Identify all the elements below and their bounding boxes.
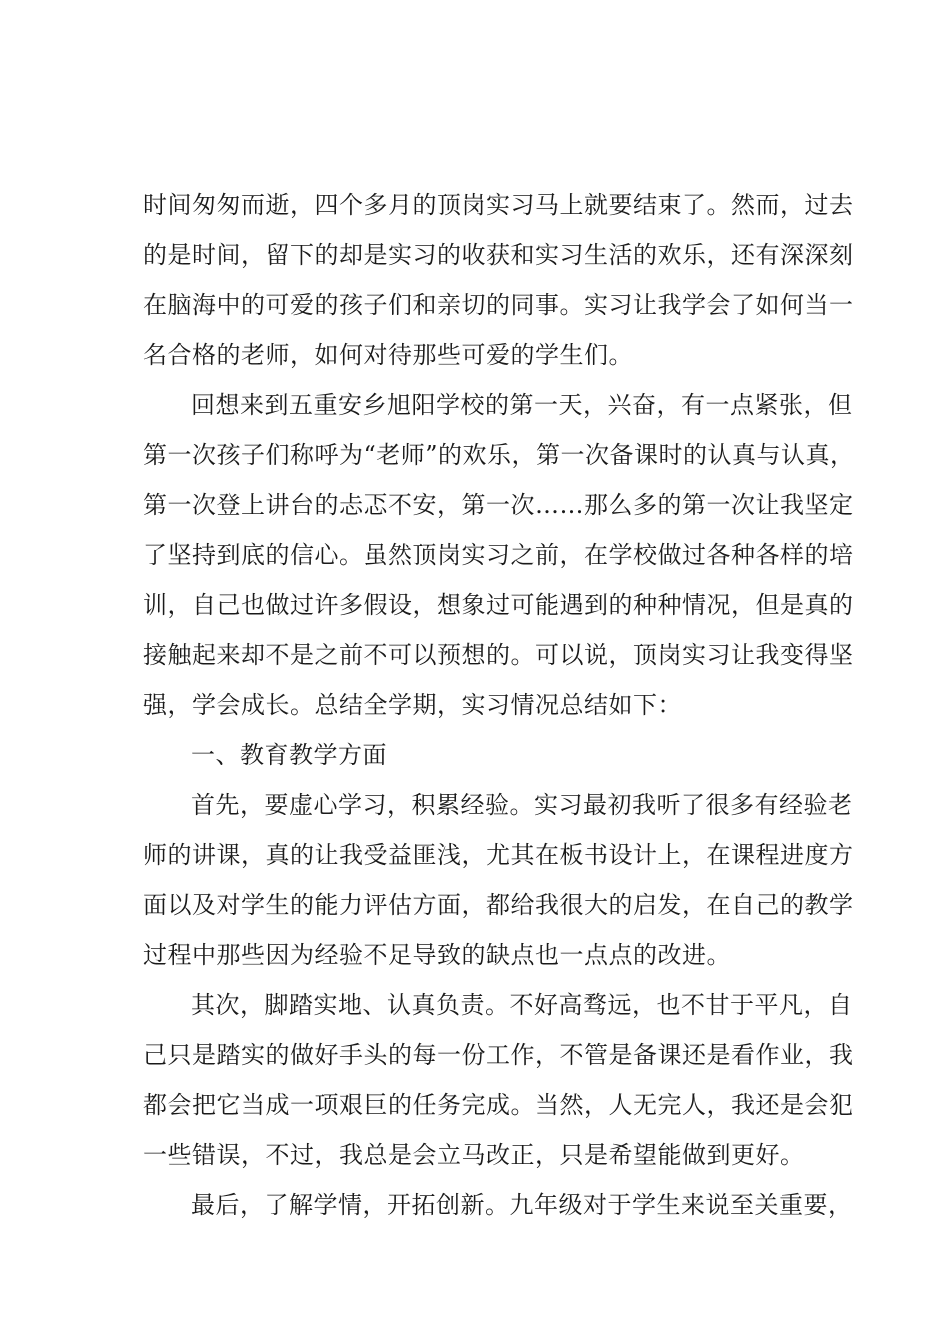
text-line: 最后，了解学情，开拓创新。九年级对于学生来说至关重要，	[191, 1191, 853, 1219]
text-line: 己只是踏实的做好手头的每一份工作，不管是备课还是看作业，我	[143, 1041, 854, 1069]
document-body	[143, 180, 855, 1230]
text-line: 回想来到五重安乡旭阳学校的第一天，兴奋，有一点紧张，但	[191, 391, 853, 419]
text-line: 强，学会成长。总结全学期，实习情况总结如下：	[143, 691, 682, 719]
text-line: 面以及对学生的能力评估方面，都给我很大的启发，在自己的教学	[143, 891, 854, 919]
text-line: 第一次孩子们称呼为“老师”的欢乐，第一次备课时的认真与认真，	[143, 441, 855, 469]
text-line: 师的讲课，真的让我受益匪浅，尤其在板书设计上，在课程进度方	[143, 841, 854, 869]
text-line: 过程中那些因为经验不足导致的缺点也一点点的改进。	[143, 941, 731, 969]
text-line: 一些错误，不过，我总是会立马改正，只是希望能做到更好。	[143, 1141, 805, 1169]
text-line: 了坚持到底的信心。虽然顶岗实习之前，在学校做过各种各样的培	[143, 541, 854, 569]
text-line: 时间匆匆而逝，四个多月的顶岗实习马上就要结束了。然而，过去	[143, 191, 854, 219]
text-line: 都会把它当成一项艰巨的任务完成。当然，人无完人，我还是会犯	[143, 1091, 854, 1119]
text-line: 首先，要虚心学习，积累经验。实习最初我听了很多有经验老	[191, 791, 853, 819]
text-line: 其次，脚踏实地、认真负责。不好高骛远，也不甘于平凡，自	[191, 991, 853, 1019]
text-line: 的是时间，留下的却是实习的收获和实习生活的欢乐，还有深深刻	[143, 241, 854, 269]
text-line: 第一次登上讲台的忐忑不安，第一次……那么多的第一次让我坚定	[143, 491, 854, 519]
text-line: 接触起来却不是之前不可以预想的。可以说，顶岗实习让我变得坚	[143, 641, 854, 669]
text-line: 名合格的老师，如何对待那些可爱的学生们。	[143, 341, 633, 369]
text-line: 在脑海中的可爱的孩子们和亲切的同事。实习让我学会了如何当一	[143, 291, 854, 319]
text-line: 训，自己也做过许多假设，想象过可能遇到的种种情况，但是真的	[143, 591, 854, 619]
section-heading: 一、教育教学方面	[191, 741, 387, 769]
